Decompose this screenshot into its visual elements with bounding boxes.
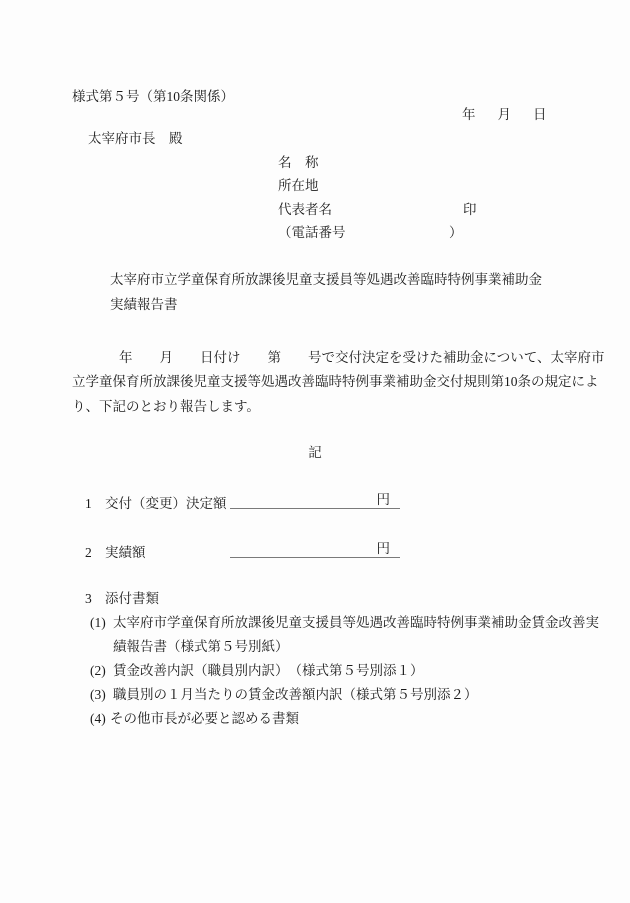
attachment-3-text: 職員別の１月当たりの賃金改善額内訳（様式第５号別添２）	[113, 687, 478, 702]
attachment-2-text: 賃金改善内訳（職員別内訳） （様式第５号別添１）	[113, 663, 424, 678]
item-3-label: 添付書類	[105, 591, 159, 606]
item-1-label: 交付（変更）決定額	[105, 496, 227, 511]
addressee: 太宰府市長 殿	[88, 131, 183, 146]
item-1-number: 1	[85, 496, 92, 511]
phone-close-paren: ）	[449, 225, 463, 240]
date-month-label: 月	[497, 107, 511, 122]
seal-mark: 印	[463, 202, 477, 217]
body-paragraph-line3: り、下記のとおり報告します。	[72, 399, 260, 414]
body-paragraph-line2: 立学童保育所放課後児童支援等処遇改善臨時特例事業補助金交付規則第10条の規定によ	[72, 374, 599, 389]
phone-number-label: （電話番号	[278, 225, 346, 240]
attachment-1-text-line2: 績報告書（様式第５号別紙）	[113, 639, 289, 654]
form-number: 様式第５号（第10条関係）	[72, 89, 234, 104]
attachment-3-marker: (3)	[90, 687, 106, 702]
sender-representative-label: 代表者名	[278, 202, 332, 217]
date-day-label: 日	[533, 107, 547, 122]
item-2-amount-blank	[230, 541, 400, 558]
document-title-line1: 太宰府市立学童保育所放課後児童支援員等処遇改善臨時特例事業補助金	[110, 272, 542, 287]
attachment-1-marker: (1)	[90, 615, 106, 630]
item-1-yen-unit: 円	[376, 492, 390, 507]
item-2-number: 2	[85, 545, 92, 560]
item-3-number: 3	[85, 591, 92, 606]
item-2-yen-unit: 円	[376, 541, 390, 556]
attachment-1-text-line1: 太宰府市学童保育所放課後児童支援員等処遇改善臨時特例事業補助金賃金改善実	[113, 615, 599, 630]
body-paragraph-line1: 年 月 日付け 第 号で交付決定を受けた補助金について、太宰府市	[119, 350, 605, 365]
item-1-amount-blank	[230, 492, 400, 509]
document-title-line2: 実績報告書	[110, 297, 178, 312]
item-2-label: 実績額	[105, 545, 146, 560]
date-year-label: 年	[462, 107, 476, 122]
attachment-4-text: その他市長が必要と認める書類	[110, 711, 299, 726]
sender-name-label: 名 称	[278, 155, 319, 170]
ki-separator: 記	[308, 445, 322, 460]
sender-address-label: 所在地	[278, 178, 319, 193]
attachment-2-marker: (2)	[90, 663, 106, 678]
attachment-4-marker: (4)	[90, 711, 106, 726]
issue-date-line	[462, 106, 547, 123]
